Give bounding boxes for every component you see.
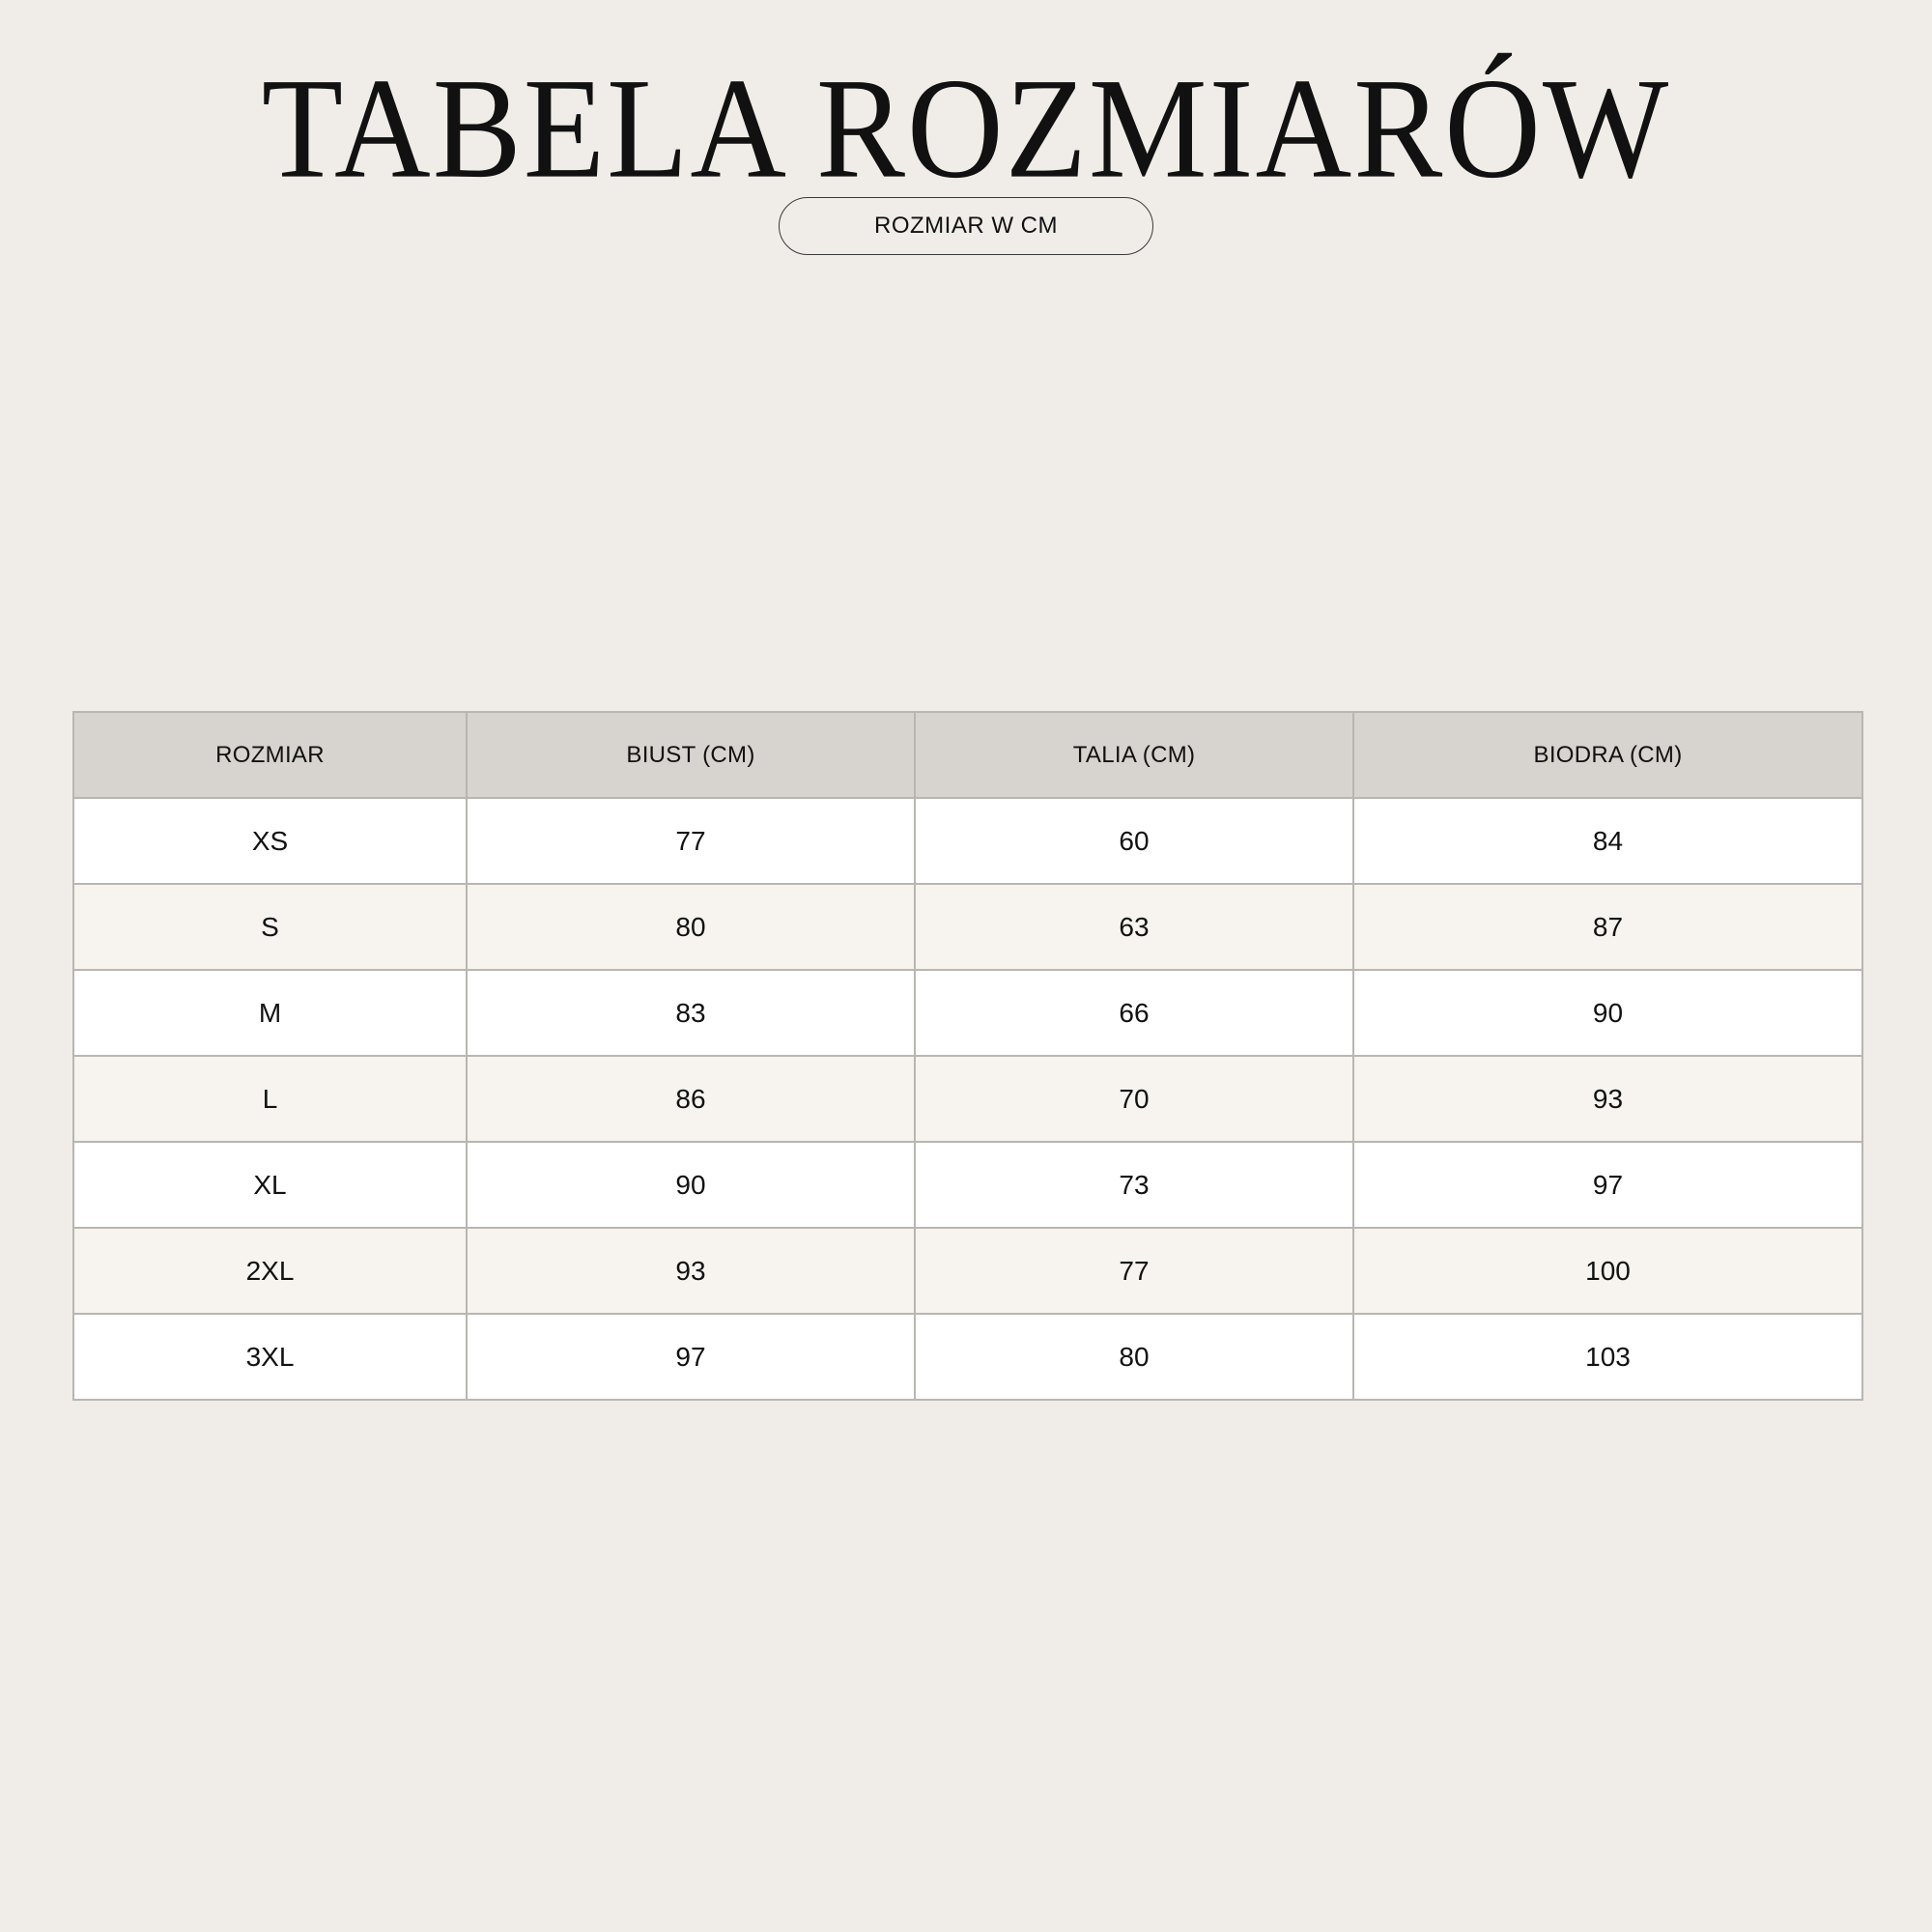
cell-bust: 83 [467,970,915,1056]
cell-hips: 100 [1353,1228,1862,1314]
cell-size: L [73,1056,467,1142]
table-row [73,884,1862,970]
size-table [72,711,1863,1401]
table-header-row [73,712,1862,798]
cell-hips: 90 [1353,970,1862,1056]
cell-waist: 77 [915,1228,1353,1314]
cell-bust: 97 [467,1314,915,1400]
unit-badge: ROZMIAR W CM [779,197,1153,255]
table-row [73,1314,1862,1400]
cell-waist: 73 [915,1142,1353,1228]
cell-bust: 80 [467,884,915,970]
header-waist: TALIA (CM) [915,712,1353,798]
table-row [73,798,1862,884]
cell-waist: 70 [915,1056,1353,1142]
page-title: TABELA ROZMIARÓW [261,47,1671,209]
table-row [73,1228,1862,1314]
table-row [73,970,1862,1056]
header-hips: BIODRA (CM) [1353,712,1862,798]
cell-size: S [73,884,467,970]
cell-size: XS [73,798,467,884]
cell-hips: 97 [1353,1142,1862,1228]
header-size: ROZMIAR [73,712,467,798]
cell-hips: 93 [1353,1056,1862,1142]
cell-hips: 84 [1353,798,1862,884]
cell-bust: 86 [467,1056,915,1142]
table-row [73,1142,1862,1228]
cell-size: 3XL [73,1314,467,1400]
cell-size: XL [73,1142,467,1228]
cell-waist: 63 [915,884,1353,970]
cell-hips: 103 [1353,1314,1862,1400]
cell-bust: 90 [467,1142,915,1228]
cell-bust: 77 [467,798,915,884]
cell-waist: 66 [915,970,1353,1056]
cell-bust: 93 [467,1228,915,1314]
cell-hips: 87 [1353,884,1862,970]
cell-size: 2XL [73,1228,467,1314]
table-row [73,1056,1862,1142]
header-bust: BIUST (CM) [467,712,915,798]
cell-waist: 80 [915,1314,1353,1400]
cell-size: M [73,970,467,1056]
cell-waist: 60 [915,798,1353,884]
